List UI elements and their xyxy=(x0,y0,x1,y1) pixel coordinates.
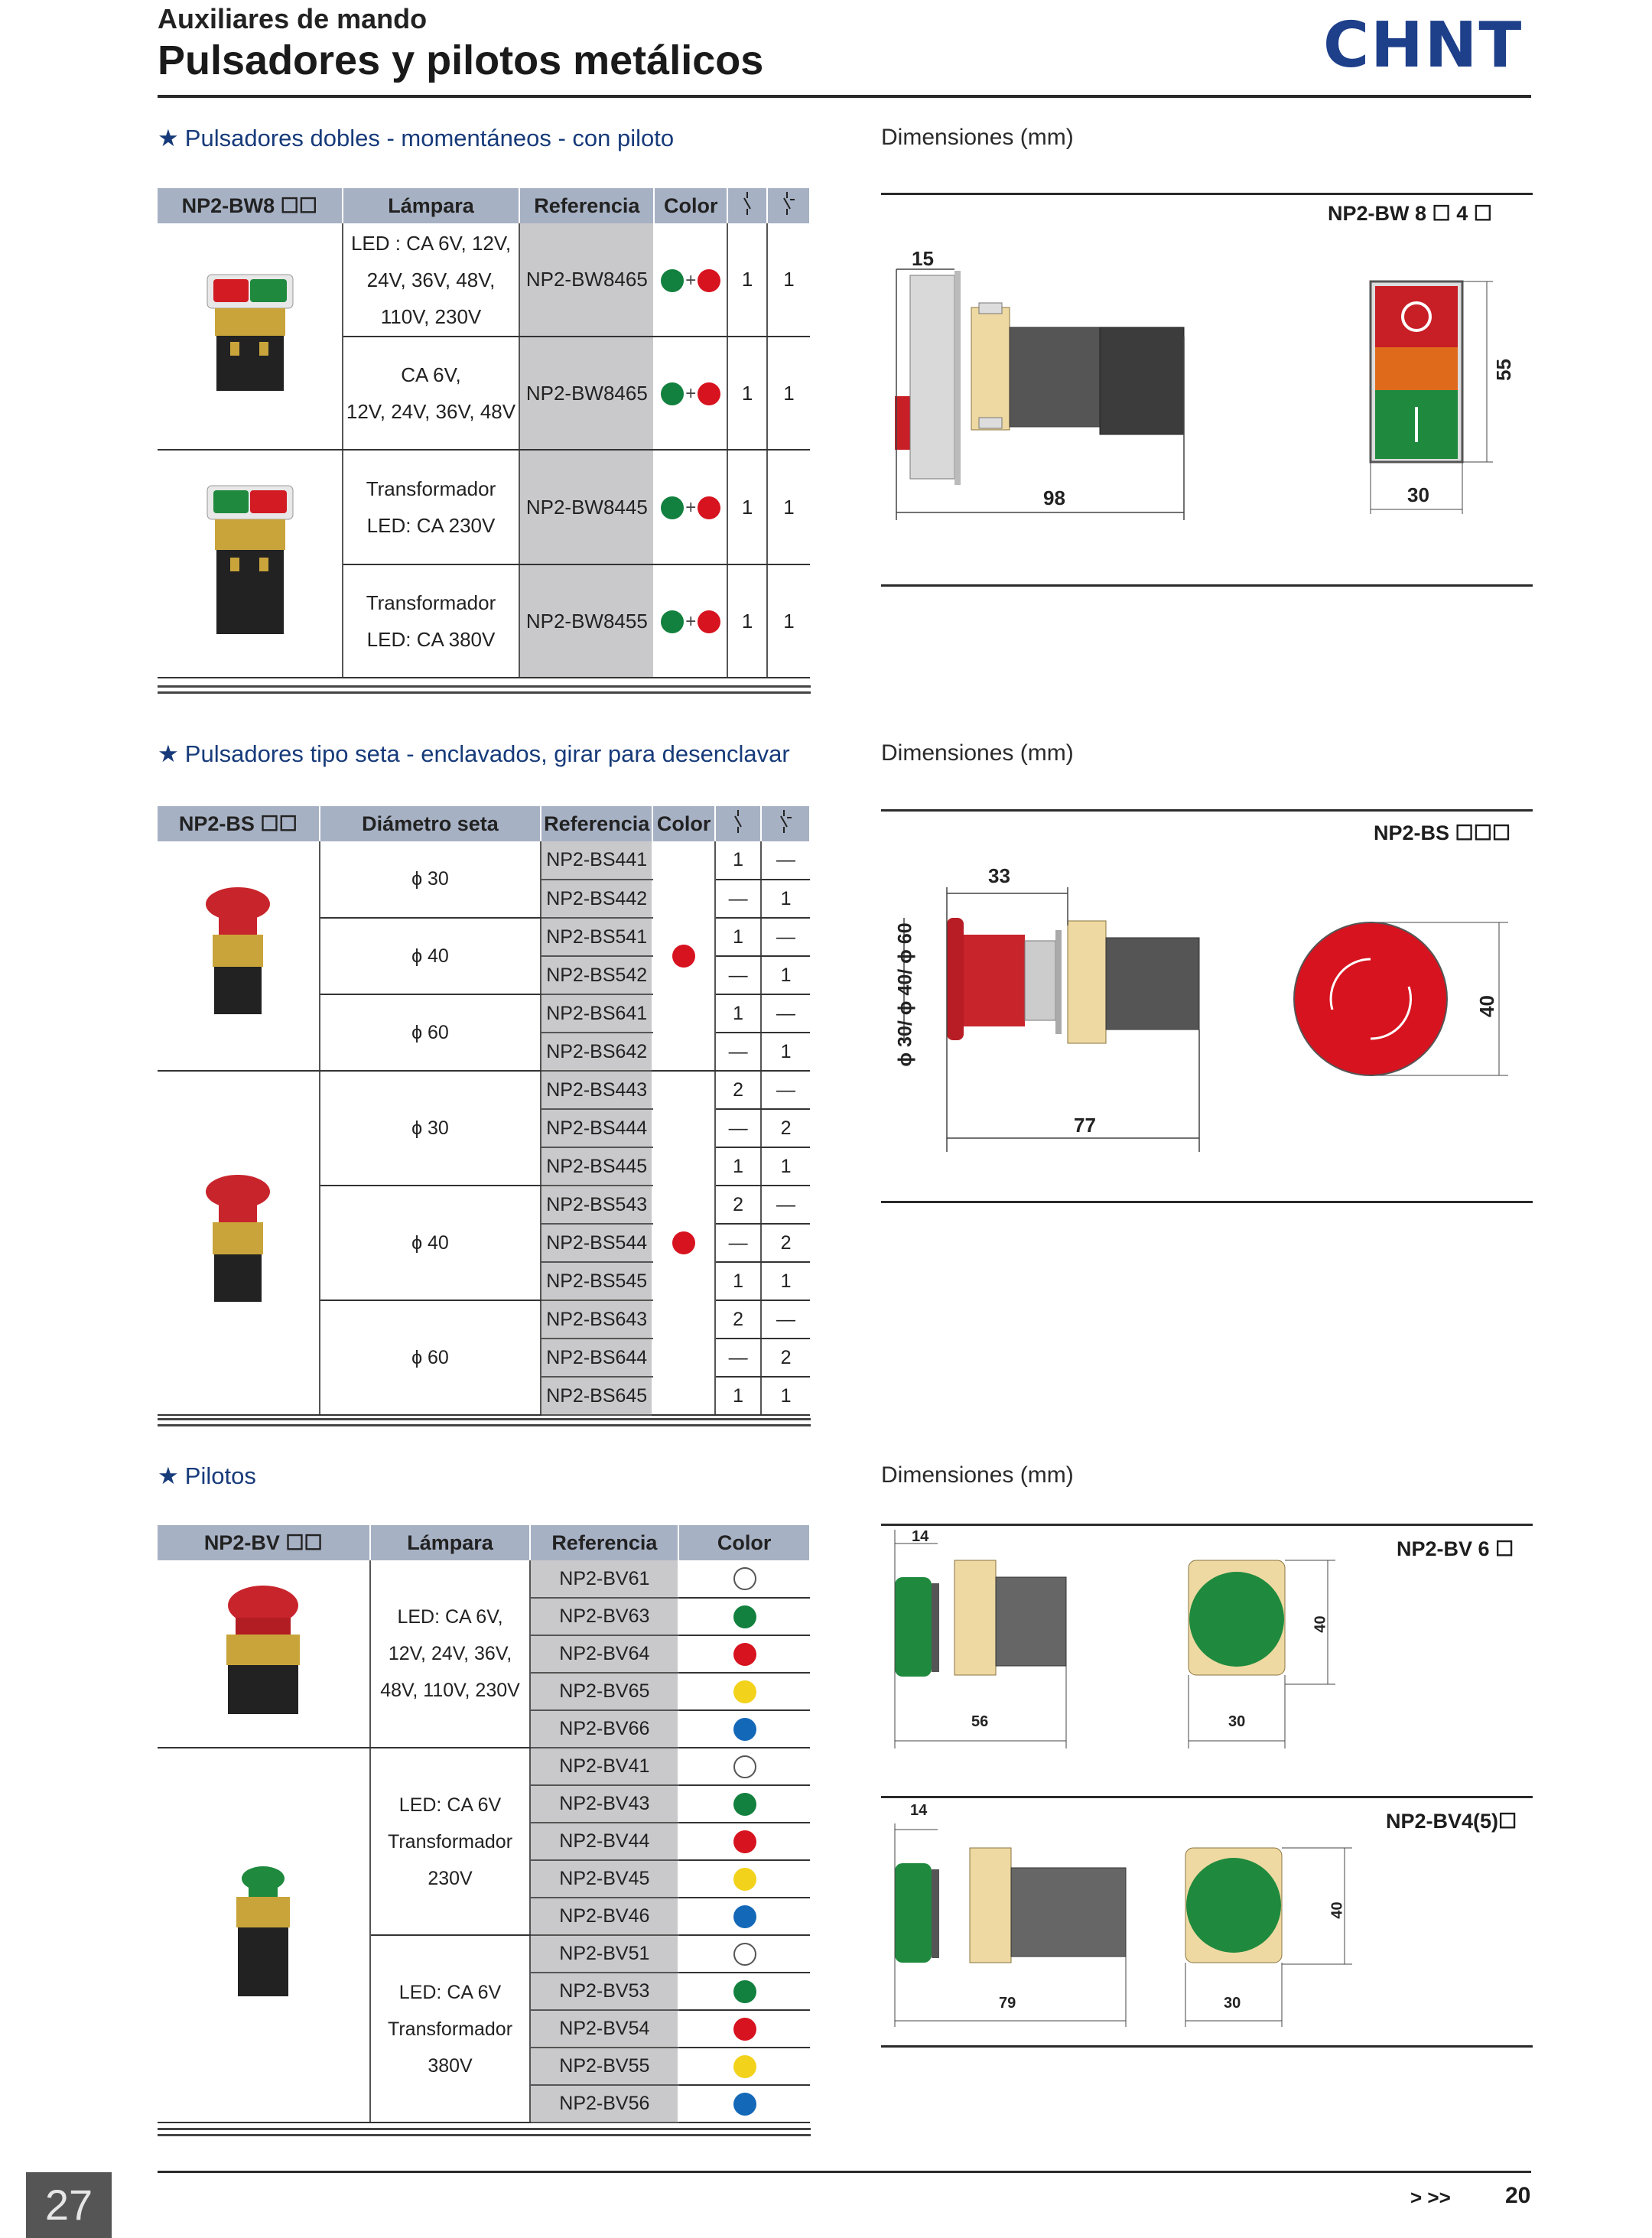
col-lamp: Lámpara xyxy=(343,188,520,223)
reference-cell: NP2-BS643 xyxy=(541,1300,652,1339)
diameter-cell: ϕ 30 xyxy=(320,1071,541,1186)
section2-title: ★ Pulsadores tipo seta - enclavados, girar para desenclavar xyxy=(158,740,790,767)
no-count: 1 xyxy=(715,1147,761,1186)
no-count: 1 xyxy=(727,564,767,678)
reference-cell: NP2-BV51 xyxy=(530,1935,678,1973)
no-count: 1 xyxy=(715,1262,761,1300)
reference-cell: NP2-BV46 xyxy=(530,1898,678,1935)
table-row xyxy=(158,1071,810,1109)
dim-98: 98 xyxy=(1043,486,1065,509)
lamp-cell: LED: CA 6V, 12V, 24V, 36V, 48V, 110V, 230V xyxy=(370,1560,531,1748)
green-dot-icon xyxy=(661,496,684,519)
lamp-cell: Transformador LED: CA 230V xyxy=(343,450,520,564)
reference-cell: NP2-BS644 xyxy=(541,1339,652,1377)
table-end-rule xyxy=(158,1418,811,1420)
white-dot-icon xyxy=(733,1567,756,1590)
red-dot-icon xyxy=(733,2018,756,2041)
nc-count: 1 xyxy=(761,880,810,918)
lamp-cell: LED: CA 6V Transformador 380V xyxy=(370,1935,531,2123)
double-button-photo xyxy=(158,223,343,450)
nc-count: — xyxy=(761,1071,810,1109)
section3-dim-title: Dimensiones (mm) xyxy=(881,1462,1074,1488)
reference-cell: NP2-BS645 xyxy=(541,1377,652,1415)
bv45-dimension-drawing xyxy=(881,1805,1533,2035)
color-cell xyxy=(678,2085,810,2123)
diameter-cell: ϕ 40 xyxy=(320,918,541,994)
color-cell xyxy=(678,1748,810,1785)
no-count: 1 xyxy=(715,841,761,880)
dim-14: 14 xyxy=(912,1528,929,1545)
no-count: 2 xyxy=(715,1071,761,1109)
dim-30: 30 xyxy=(1407,483,1429,506)
page-title: Pulsadores y pilotos metálicos xyxy=(158,37,764,83)
nc-count: — xyxy=(761,841,810,880)
no-count: — xyxy=(715,1109,761,1147)
lamp-cell: LED: CA 6V Transformador 230V xyxy=(370,1748,531,1935)
header-rule xyxy=(158,95,1531,98)
dim-33: 33 xyxy=(988,864,1010,887)
reference-cell: NP2-BV53 xyxy=(530,1973,678,2010)
drawing-top-rule xyxy=(881,1524,1533,1526)
section1-dim-title: Dimensiones (mm) xyxy=(881,125,1074,150)
reference-cell: NP2-BV61 xyxy=(530,1560,678,1598)
red-dot-icon xyxy=(672,1231,695,1254)
red-dot-icon xyxy=(698,269,720,292)
yellow-dot-icon xyxy=(733,1868,756,1891)
nc-count: — xyxy=(761,994,810,1033)
color-cell xyxy=(678,1973,810,2010)
table-end-rule xyxy=(158,2128,811,2130)
no-count: 1 xyxy=(727,450,767,564)
color-cell xyxy=(652,1071,715,1415)
section3-table xyxy=(158,1525,811,2123)
color-cell xyxy=(678,1598,810,1635)
green-dot-icon xyxy=(733,1793,756,1816)
red-dot-icon xyxy=(672,945,695,968)
col-color: Color xyxy=(652,806,715,841)
nc-count: — xyxy=(761,918,810,956)
dim-40: 40 xyxy=(1328,1901,1346,1919)
yellow-dot-icon xyxy=(733,2055,756,2078)
drawing-bottom-rule xyxy=(881,584,1533,587)
reference-cell: NP2-BV56 xyxy=(530,2085,678,2123)
nc-count: 1 xyxy=(761,1377,810,1415)
yellow-dot-icon xyxy=(733,1680,756,1703)
no-contact-icon xyxy=(727,188,767,223)
nc-count: 2 xyxy=(761,1224,810,1262)
color-cell: + xyxy=(654,223,727,337)
nc-contact-icon xyxy=(761,806,810,841)
table-end-rule xyxy=(158,691,811,694)
section3-title: ★ Pilotos xyxy=(158,1462,256,1489)
table-end-rule xyxy=(158,2134,811,2136)
nc-count: 1 xyxy=(767,337,810,450)
no-count: — xyxy=(715,1224,761,1262)
reference-cell: NP2-BV41 xyxy=(530,1748,678,1785)
reference-cell: NP2-BW8465 xyxy=(519,337,654,450)
white-dot-icon xyxy=(733,1943,756,1966)
dim-40: 40 xyxy=(1312,1615,1329,1633)
color-cell xyxy=(678,1860,810,1898)
no-count: 1 xyxy=(715,994,761,1033)
dim-30: 30 xyxy=(1224,1995,1241,2012)
no-count: 1 xyxy=(715,918,761,956)
col-ref: Referencia xyxy=(519,188,654,223)
col-diameter: Diámetro seta xyxy=(320,806,541,841)
nc-contact-icon xyxy=(767,188,810,223)
red-dot-icon xyxy=(698,610,720,633)
reference-cell: NP2-BV43 xyxy=(530,1785,678,1823)
drawing-bottom-rule xyxy=(881,1201,1533,1203)
diameter-cell: ϕ 30 xyxy=(320,841,541,918)
reference-cell: NP2-BS441 xyxy=(541,841,652,880)
nc-count: 1 xyxy=(767,564,810,678)
color-cell xyxy=(678,1635,810,1673)
col-model: NP2-BS ☐☐ xyxy=(158,806,320,841)
drawing-top-rule xyxy=(881,809,1533,812)
section2-dim-title: Dimensiones (mm) xyxy=(881,740,1074,766)
reference-cell: NP2-BS544 xyxy=(541,1224,652,1262)
drawing-top-rule xyxy=(881,1796,1533,1798)
color-cell xyxy=(678,1785,810,1823)
green-dot-icon xyxy=(661,610,684,633)
section1-table xyxy=(158,188,811,678)
section2-table xyxy=(158,806,811,1416)
no-count: — xyxy=(715,1033,761,1071)
green-dot-icon xyxy=(733,1605,756,1628)
reference-cell: NP2-BW8445 xyxy=(519,450,654,564)
table-row xyxy=(158,223,810,337)
reference-cell: NP2-BS642 xyxy=(541,1033,652,1071)
nc-count: 1 xyxy=(761,1033,810,1071)
col-model: NP2-BW8 ☐☐ xyxy=(158,188,343,223)
color-cell xyxy=(678,1823,810,1860)
reference-cell: NP2-BS541 xyxy=(541,918,652,956)
page-number: 20 xyxy=(1505,2183,1531,2208)
nc-count: 1 xyxy=(761,1262,810,1300)
reference-cell: NP2-BV55 xyxy=(530,2048,678,2085)
nc-count: 1 xyxy=(767,223,810,337)
dim-40: 40 xyxy=(1475,995,1498,1017)
dim-56: 56 xyxy=(971,1713,989,1730)
footer-rule xyxy=(158,2171,1531,2173)
reference-cell: NP2-BS543 xyxy=(541,1186,652,1224)
nc-count: 1 xyxy=(767,450,810,564)
table-end-rule xyxy=(158,685,811,688)
blue-dot-icon xyxy=(733,1718,756,1741)
color-cell xyxy=(678,1710,810,1748)
no-contact-icon xyxy=(715,806,761,841)
no-count: 1 xyxy=(715,1377,761,1415)
color-cell xyxy=(678,2010,810,2048)
no-count: 1 xyxy=(727,337,767,450)
page-badge: 27 xyxy=(26,2172,112,2238)
green-dot-icon xyxy=(661,382,684,405)
bw8-dimension-drawing xyxy=(881,229,1533,535)
reference-cell: NP2-BV65 xyxy=(530,1673,678,1710)
reference-cell: NP2-BV64 xyxy=(530,1635,678,1673)
dim-30: 30 xyxy=(1228,1713,1246,1730)
mushroom-button-photo xyxy=(158,841,320,1071)
color-cell xyxy=(678,1560,810,1598)
no-count: — xyxy=(715,880,761,918)
brand-logo: CHNT xyxy=(1323,9,1524,82)
pilot-light-photo xyxy=(158,1748,370,2123)
no-count: — xyxy=(715,956,761,994)
reference-cell: NP2-BS542 xyxy=(541,956,652,994)
col-ref: Referencia xyxy=(530,1525,678,1560)
reference-cell: NP2-BV44 xyxy=(530,1823,678,1860)
diameter-cell: ϕ 40 xyxy=(320,1186,541,1300)
bs-dimension-drawing xyxy=(881,857,1533,1163)
nc-count: — xyxy=(761,1186,810,1224)
green-dot-icon xyxy=(661,269,684,292)
reference-cell: NP2-BV45 xyxy=(530,1860,678,1898)
table-row xyxy=(158,1748,810,1785)
drawing-bottom-rule xyxy=(881,2045,1533,2048)
reference-cell: NP2-BW8465 xyxy=(519,223,654,337)
red-dot-icon xyxy=(698,496,720,519)
blue-dot-icon xyxy=(733,2093,756,2116)
double-button-tall-photo xyxy=(158,450,343,678)
green-dot-icon xyxy=(733,1980,756,2003)
drawing-model-label: NP2-BV 6 ☐ xyxy=(1397,1537,1514,1560)
reference-cell: NP2-BS445 xyxy=(541,1147,652,1186)
dim-diameter: ϕ 30/ ϕ 40/ ϕ 60 xyxy=(894,922,916,1067)
lamp-cell: Transformador LED: CA 380V xyxy=(343,564,520,678)
nc-count: 2 xyxy=(761,1109,810,1147)
reference-cell: NP2-BS545 xyxy=(541,1262,652,1300)
drawing-model-label: NP2-BV4(5)☐ xyxy=(1386,1810,1517,1833)
reference-cell: NP2-BV54 xyxy=(530,2010,678,2048)
lamp-cell: LED : CA 6V, 12V, 24V, 36V, 48V, 110V, 230V xyxy=(343,223,520,337)
reference-cell: NP2-BS443 xyxy=(541,1071,652,1109)
section1-title: ★ Pulsadores dobles - momentáneos - con piloto xyxy=(158,125,675,151)
white-dot-icon xyxy=(733,1755,756,1778)
nc-count: 2 xyxy=(761,1339,810,1377)
col-ref: Referencia xyxy=(541,806,652,841)
drawing-model-label: NP2-BS ☐☐☐ xyxy=(1374,821,1511,844)
diameter-cell: ϕ 60 xyxy=(320,1300,541,1415)
dim-77: 77 xyxy=(1074,1114,1096,1137)
color-cell xyxy=(678,2048,810,2085)
no-count: 1 xyxy=(727,223,767,337)
red-dot-icon xyxy=(698,382,720,405)
nc-count: — xyxy=(761,1300,810,1339)
table-row xyxy=(158,1560,810,1598)
no-count: 2 xyxy=(715,1186,761,1224)
table-end-rule xyxy=(158,1424,811,1426)
dim-14: 14 xyxy=(910,1802,928,1819)
lamp-cell: CA 6V, 12V, 24V, 36V, 48V xyxy=(343,337,520,450)
reference-cell: NP2-BS442 xyxy=(541,880,652,918)
col-model: NP2-BV ☐☐ xyxy=(158,1525,370,1560)
color-cell xyxy=(678,1898,810,1935)
dim-79: 79 xyxy=(999,1995,1016,2012)
table-row xyxy=(158,841,810,880)
reference-cell: NP2-BV63 xyxy=(530,1598,678,1635)
drawing-top-rule xyxy=(881,193,1533,195)
blue-dot-icon xyxy=(733,1905,756,1928)
no-count: — xyxy=(715,1339,761,1377)
footer-nav-arrows[interactable]: > >> xyxy=(1410,2186,1451,2209)
color-cell xyxy=(652,841,715,1071)
color-cell xyxy=(678,1673,810,1710)
reference-cell: NP2-BS444 xyxy=(541,1109,652,1147)
table-row xyxy=(158,450,810,564)
red-dot-icon xyxy=(733,1830,756,1853)
color-cell: + xyxy=(654,337,727,450)
color-cell xyxy=(678,1935,810,1973)
col-color: Color xyxy=(678,1525,810,1560)
nc-count: 1 xyxy=(761,956,810,994)
no-count: 2 xyxy=(715,1300,761,1339)
dim-15: 15 xyxy=(912,247,934,270)
drawing-model-label: NP2-BW 8 ☐ 4 ☐ xyxy=(1328,202,1492,225)
red-dot-icon xyxy=(733,1643,756,1666)
color-cell: + xyxy=(654,564,727,678)
col-color: Color xyxy=(654,188,727,223)
nc-count: 1 xyxy=(761,1147,810,1186)
pilot-light-photo xyxy=(158,1560,370,1748)
color-cell: + xyxy=(654,450,727,564)
reference-cell: NP2-BV66 xyxy=(530,1710,678,1748)
col-lamp: Lámpara xyxy=(370,1525,531,1560)
diameter-cell: ϕ 60 xyxy=(320,994,541,1071)
reference-cell: NP2-BS641 xyxy=(541,994,652,1033)
dim-55: 55 xyxy=(1491,359,1515,381)
reference-cell: NP2-BW8455 xyxy=(519,564,654,678)
mushroom-button-photo xyxy=(158,1071,320,1415)
category-subtitle: Auxiliares de mando xyxy=(158,3,428,34)
